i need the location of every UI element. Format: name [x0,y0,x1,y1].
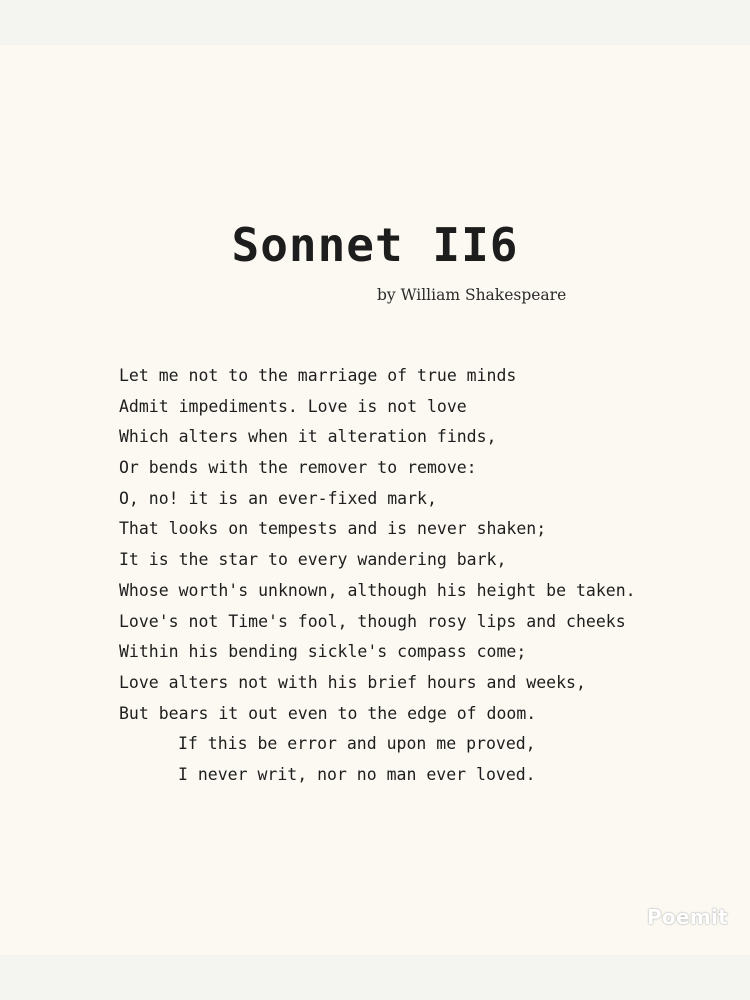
brand-watermark: Poemit [646,905,728,929]
poem-line: That looks on tempests and is never shaken; [119,519,547,539]
poem-line: Love alters not with his brief hours and weeks, [119,672,586,692]
poem-line: Admit impediments. Love is not love [119,396,467,416]
poem-byline: by William Shakespeare [377,286,567,304]
poem-title: Sonnet II6 [231,218,519,272]
poem-line: Which alters when it alteration finds, [119,427,497,447]
poem-line: Within his bending sickle's compass come; [119,642,527,662]
poem-line: Whose worth's unknown, although his height be taken. [119,580,636,600]
poem-line: Or bends with the remover to remove: [119,458,477,478]
poem-line: But bears it out even to the edge of doom. [119,703,537,723]
poem-body [119,364,679,794]
poem-line: It is the star to every wandering bark, [119,550,507,570]
poem-couplet-line: I never writ, nor no man ever loved. [178,764,536,784]
poem-line: Love's not Time's fool, though rosy lips and cheeks [119,611,626,631]
poem-line: Let me not to the marriage of true minds [119,366,517,385]
poem-line: O, no! it is an ever-fixed mark, [119,488,437,508]
poem-couplet-line: If this be error and upon me proved, [178,734,536,754]
